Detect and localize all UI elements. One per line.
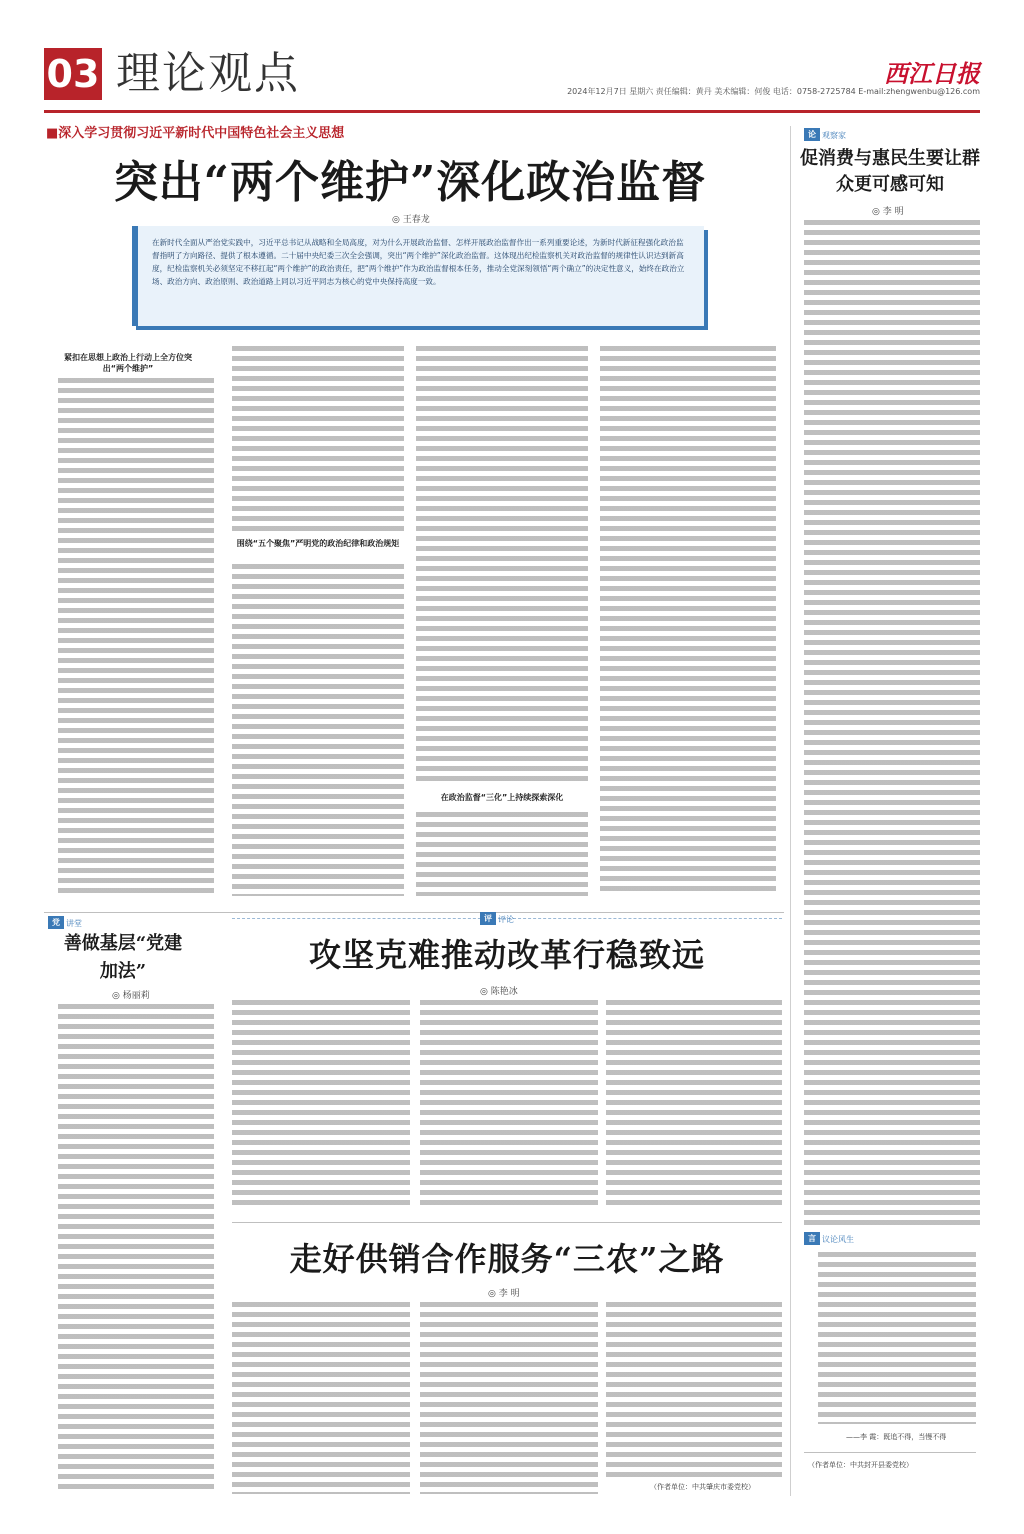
dateline: 2024年12月7日 星期六 责任编辑：黄丹 美术编辑：何俊 电话：0758-2725784 E-mail:zhengwenbu@126.com — [567, 87, 980, 96]
sidebar-headline: 促消费与惠民生要让群众更可感可知 — [800, 148, 980, 195]
lower-middle-headline: 攻坚克难推动改革行稳致远 — [308, 936, 705, 974]
sidebar-byline: ◎ 李 明 — [872, 207, 904, 217]
article-column-2b — [232, 564, 404, 896]
bottom-column-2 — [420, 1302, 598, 1494]
series-kicker: ■深入学习贯彻习近平新时代中国特色社会主义思想 — [46, 126, 345, 141]
sidebar-closing: ——李 霞：既追不得，当慢不得 — [846, 1433, 947, 1441]
lower-middle-column-1 — [232, 1000, 410, 1210]
main-abstract: 在新时代全面从严治党实践中，习近平总书记从战略和全局高度，对为什么开展政治监督、怎样开展政治监督作出一系列重要论述，为新时代新征程强化政治监督指明了方向路径、提供了根本遵循。二十届中央纪委三次全会强调，突出“两个维护”深化政治监督。这体现出纪检监察机关对政治监督的规律性认识达到新高度，纪检监察机关必须坚定不移扛起“两个维护”的政治责任，把“两个维护”作为政治监督根本任务，推动全党深刻领悟“两个确立”的决定性意义，始终在政治立场、政治方向、政治原则、政治道路上同以习近平同志为核心的党中央保持高度一致。 — [132, 226, 704, 326]
main-headline: 突出“两个维护”深化政治监督 — [113, 157, 707, 208]
sidebar-divider — [790, 126, 791, 1496]
article-column-4 — [600, 346, 776, 896]
article-column-3b — [416, 812, 588, 896]
sidebar-note-rule — [804, 1452, 976, 1453]
bottom-column-1 — [232, 1302, 410, 1494]
lower-left-tag-icon: 党 — [48, 916, 64, 929]
main-byline: ◎ 王春龙 — [392, 215, 430, 225]
lower-left-body — [58, 1004, 214, 1494]
section-divider — [44, 912, 784, 913]
sidebar-tag2-icon: 言 — [804, 1232, 820, 1245]
lower-left-headline: 善做基层“党建加法” — [63, 933, 183, 982]
lower-middle-tag-icon: 评 — [480, 912, 496, 925]
masthead — [44, 48, 980, 108]
article-column-1 — [58, 378, 214, 896]
lower-middle-column-3 — [606, 1000, 782, 1210]
subhead-2: 围绕“五个聚焦”严明党的政治纪律和政治规矩 — [236, 539, 400, 548]
page-number: 03 — [44, 48, 102, 100]
sidebar-poem — [818, 1252, 976, 1424]
bottom-column-3 — [606, 1302, 782, 1478]
bottom-headline: 走好供销合作服务“三农”之路 — [289, 1240, 725, 1278]
bottom-footnote: （作者单位：中共肇庆市委党校） — [650, 1483, 755, 1491]
sidebar-body — [804, 220, 980, 1230]
sidebar-footnote: （作者单位：中共封开县委党校） — [808, 1461, 913, 1469]
subhead-1: 紧扣在思想上政治上行动上全方位突出“两个维护” — [64, 353, 192, 373]
sidebar-tag-label: 观察家 — [822, 131, 846, 140]
lower-middle-tag-label: 评论 — [498, 915, 514, 924]
lower-left-tag-label: 讲堂 — [66, 919, 82, 928]
article-column-3a — [416, 346, 588, 786]
masthead-rule — [44, 110, 980, 113]
lower-left-byline: ◎ 杨丽莉 — [112, 991, 150, 1001]
subhead-3: 在政治监督“三化”上持续探索深化 — [440, 793, 564, 802]
section-title: 理论观点 — [116, 48, 300, 99]
lower-middle-byline: ◎ 陈艳冰 — [480, 987, 518, 997]
lower-middle-column-2 — [420, 1000, 598, 1210]
bottom-article-rule — [232, 1222, 782, 1223]
article-column-2a — [232, 346, 404, 532]
sidebar-tag2-label: 议论风生 — [822, 1235, 854, 1244]
newspaper-logo: 西江日报 — [884, 59, 980, 88]
bottom-byline: ◎ 李 明 — [488, 1289, 520, 1299]
sidebar-tag-icon: 论 — [804, 128, 820, 141]
